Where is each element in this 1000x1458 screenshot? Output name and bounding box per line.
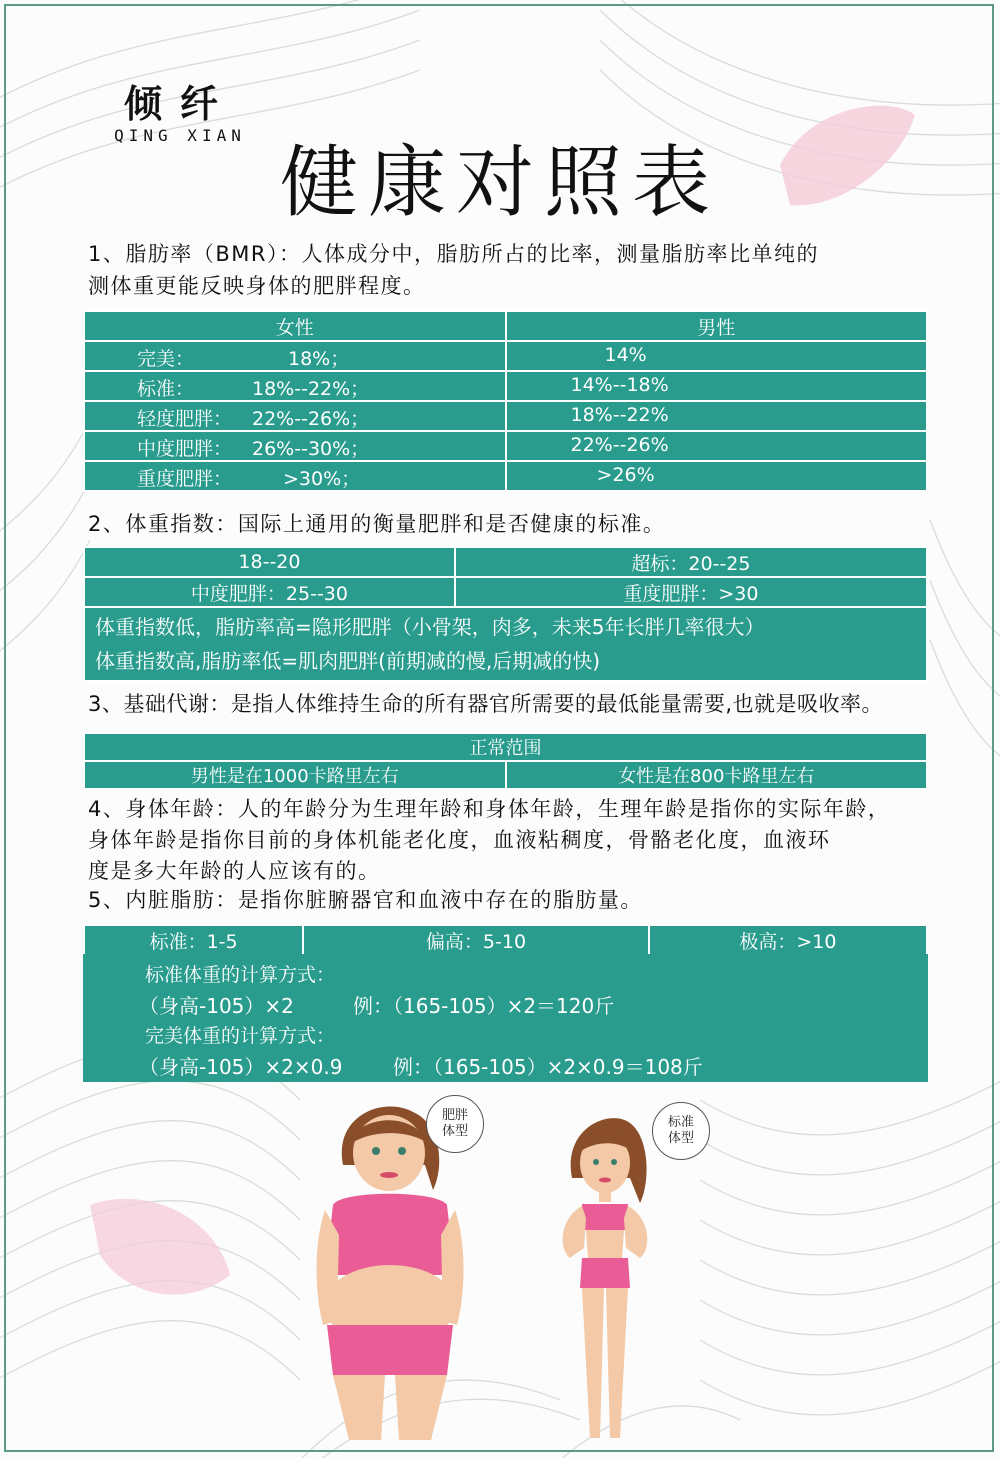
- section1-line2: 测体重更能反映身体的肥胖程度。: [88, 274, 426, 298]
- bmi-note-hidden-obesity: 体重指数低，脂肪率高=隐形肥胖（小骨架，肉多，未来5年长胖几率很大）: [95, 615, 765, 639]
- table-header-row: [84, 733, 927, 761]
- std-weight-formula: （身高-105）×2: [139, 994, 294, 1018]
- standard-body-figure: [550, 1108, 650, 1446]
- female-value: 18%；: [288, 348, 350, 370]
- perfect-weight-formula: （身高-105）×2×0.9: [139, 1055, 343, 1079]
- page-title: 健康对照表: [279, 138, 720, 228]
- body-fat-table: [83, 310, 928, 492]
- table-row: [84, 607, 927, 681]
- level-label: 轻度肥胖：: [137, 408, 233, 430]
- table-header-row: [84, 311, 927, 341]
- brand-name-cn: 倾纤: [123, 81, 236, 126]
- visceral-high: 偏高：5-10: [303, 925, 649, 955]
- brand-logo: [100, 82, 260, 146]
- visceral-fat-table: [83, 924, 928, 956]
- table-row: [84, 431, 927, 461]
- section4-line3: 度是多大年龄的人应该有的。: [88, 859, 381, 883]
- table-row: [84, 401, 927, 431]
- section4-line1: 4、身体年龄：人的年龄分为生理年龄和身体年龄，生理年龄是指你的实际年龄，: [88, 797, 891, 821]
- fat-label-line1: 肥胖: [441, 1108, 468, 1123]
- weight-calculation-panel: [83, 954, 928, 1082]
- brand-name-en: QING XIAN: [114, 126, 246, 145]
- bmi-severe: 重度肥胖：>30: [455, 577, 927, 607]
- perfect-weight-title: 完美体重的计算方式：: [145, 1025, 336, 1047]
- table-row: [84, 761, 927, 789]
- section4-description: [88, 794, 948, 887]
- section1-line1: 1、脂肪率（BMR）：人体成分中，脂肪所占的比率，测量脂肪率比单纯的: [88, 242, 819, 266]
- level-label: 重度肥胖：: [137, 468, 233, 490]
- section1-description: [88, 238, 958, 302]
- female-metabolism: 女性是在800卡路里左右: [506, 761, 928, 789]
- section5-description: 5、内脏脂肪：是指你脏腑器官和血液中存在的脂肪量。: [88, 888, 643, 912]
- female-value: 18%--22%；: [252, 378, 370, 400]
- level-label: 中度肥胖：: [137, 438, 233, 460]
- male-value: 18%--22%: [570, 404, 669, 426]
- table-row: [84, 577, 927, 607]
- std-weight-example: 例：（165-105）×2＝120斤: [353, 994, 615, 1018]
- male-value: 22%--26%: [570, 434, 669, 456]
- std-label-line2: 体型: [667, 1131, 694, 1146]
- female-value: >30%；: [283, 468, 361, 490]
- table-row: [84, 925, 927, 955]
- perfect-weight-example: 例：（165-105）×2×0.9＝108斤: [393, 1055, 703, 1079]
- visceral-standard: 标准：1-5: [84, 925, 303, 955]
- std-weight-title: 标准体重的计算方式：: [145, 964, 336, 986]
- std-label-line1: 标准: [667, 1115, 694, 1130]
- bmi-over: 超标：20--25: [455, 547, 927, 577]
- table-row: [84, 341, 927, 371]
- level-label: 标准：: [137, 378, 195, 400]
- section2-description: 2、体重指数：国际上通用的衡量肥胖和是否健康的标准。: [88, 512, 666, 536]
- normal-range-header: 正常范围: [84, 733, 927, 761]
- male-value: 14%: [604, 344, 647, 366]
- section4-line2: 身体年龄是指你目前的身体机能老化度，血液粘稠度，骨骼老化度，血液环: [88, 828, 831, 852]
- fat-label-line2: 体型: [441, 1124, 468, 1139]
- male-value: >26%: [596, 464, 655, 486]
- header-male: 男性: [506, 311, 928, 341]
- fat-body-label-bubble: [426, 1095, 484, 1153]
- table-row: [84, 547, 927, 577]
- standard-body-label-bubble: [652, 1102, 710, 1160]
- section3-description: 3、基础代谢：是指人体维持生命的所有器官所需要的最低能量需要,也就是吸收率。: [88, 692, 884, 716]
- level-label: 完美：: [137, 348, 195, 370]
- male-metabolism: 男性是在1000卡路里左右: [84, 761, 506, 789]
- visceral-very-high: 极高：>10: [649, 925, 927, 955]
- male-value: 14%--18%: [570, 374, 669, 396]
- female-value: 22%--26%；: [252, 408, 370, 430]
- header-female: 女性: [84, 311, 506, 341]
- bmi-normal: 18--20: [84, 547, 455, 577]
- bmi-table: [83, 546, 928, 682]
- bmi-moderate: 中度肥胖：25--30: [84, 577, 455, 607]
- bmi-note-muscle-obesity: 体重指数高,脂肪率低=肌肉肥胖(前期减的慢,后期减的快): [95, 649, 601, 673]
- female-value: 26%--30%；: [252, 438, 370, 460]
- table-row: [84, 461, 927, 491]
- table-row: [84, 371, 927, 401]
- petal-bottom-left: [85, 1185, 235, 1315]
- metabolism-table: [83, 732, 928, 790]
